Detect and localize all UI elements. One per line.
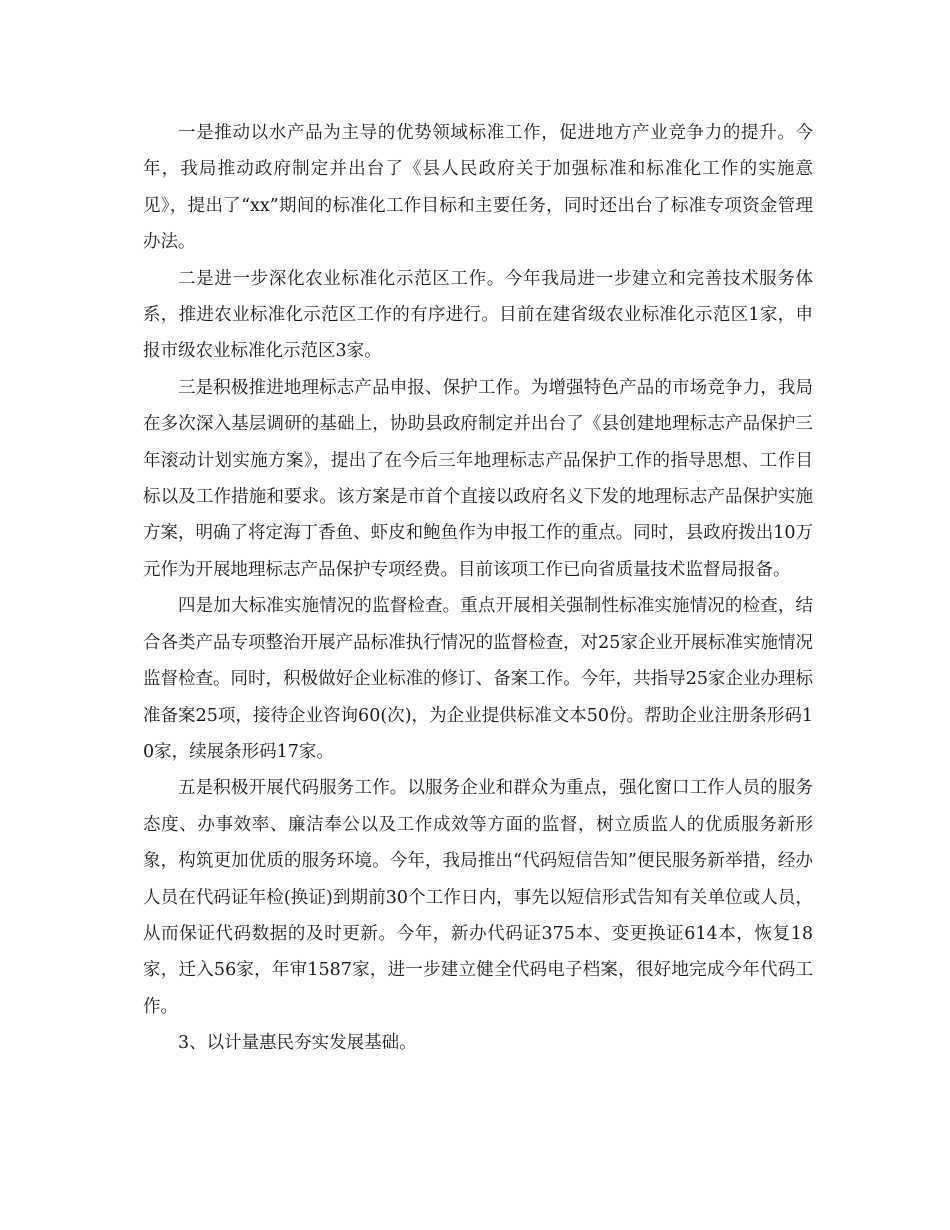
document-body: [143, 115, 813, 1062]
paragraph-metrology-heading: 3、以计量惠民夯实发展基础。: [178, 1033, 417, 1054]
paragraph-standards-aquatic: 一是推动以水产品为主导的优势领域标准工作，促进地方产业竞争力的提升。今年，我局推动政府制定并出台了《县人民政府关于加强标准和标准化工作的实施意见》，提出了“xx”期间的标准化工作目标和主要任务，同时还出台了标准专项资金管理办法。: [143, 123, 813, 253]
paragraph-code-service: 五是积极开展代码服务工作。以服务企业和群众为重点，强化窗口工作人员的服务态度、办事效率、廉洁奉公以及工作成效等方面的监督，树立质监人的优质服务新形象，构筑更加优质的服务环境。今年，我局推出“代码短信告知”便民服务新举措，经办人员在代码证年检(换证)到期前30个工作日内，事先以短信形式告知有关单位或人员，从而保证代码数据的及时更新。今年，新办代码证375本、变更换证614本，恢复18家，迁入56家，年审1587家，进一步建立健全代码电子档案，很好地完成今年代码工作。: [143, 778, 813, 1017]
paragraph-agri-demo-zone: 二是进一步深化农业标准化示范区工作。今年我局进一步建立和完善技术服务体系，推进农业标准化示范区工作的有序进行。目前在建省级农业标准化示范区1家，申报市级农业标准化示范区3家。: [143, 268, 813, 362]
paragraph-geo-indication: 三是积极推进地理标志产品申报、保护工作。为增强特色产品的市场竞争力，我局在多次深入基层调研的基础上，协助县政府制定并出台了《县创建地理标志产品保护三年滚动计划实施方案》，提出了在今后三年地理标志产品保护工作的指导思想、工作目标以及工作措施和要求。该方案是市首个直接以政府名义下发的地理标志产品保护实施方案，明确了将定海丁香鱼、虾皮和鲍鱼作为申报工作的重点。同时，县政府拨出10万元作为开展地理标志产品保护专项经费。目前该项工作已向省质量技术监督局报备。: [143, 377, 813, 580]
paragraph-supervision-check: 四是加大标准实施情况的监督检查。重点开展相关强制性标准实施情况的检查，结合各类产品专项整治开展产品标准执行情况的监督检查，对25家企业开展标准实施情况监督检查。同时，积极做好企业标准的修订、备案工作。今年，共指导25家企业办理标准备案25项，接待企业咨询60(次)，为企业提供标准文本50份。帮助企业注册条形码10家，续展条形码17家。: [143, 596, 813, 762]
